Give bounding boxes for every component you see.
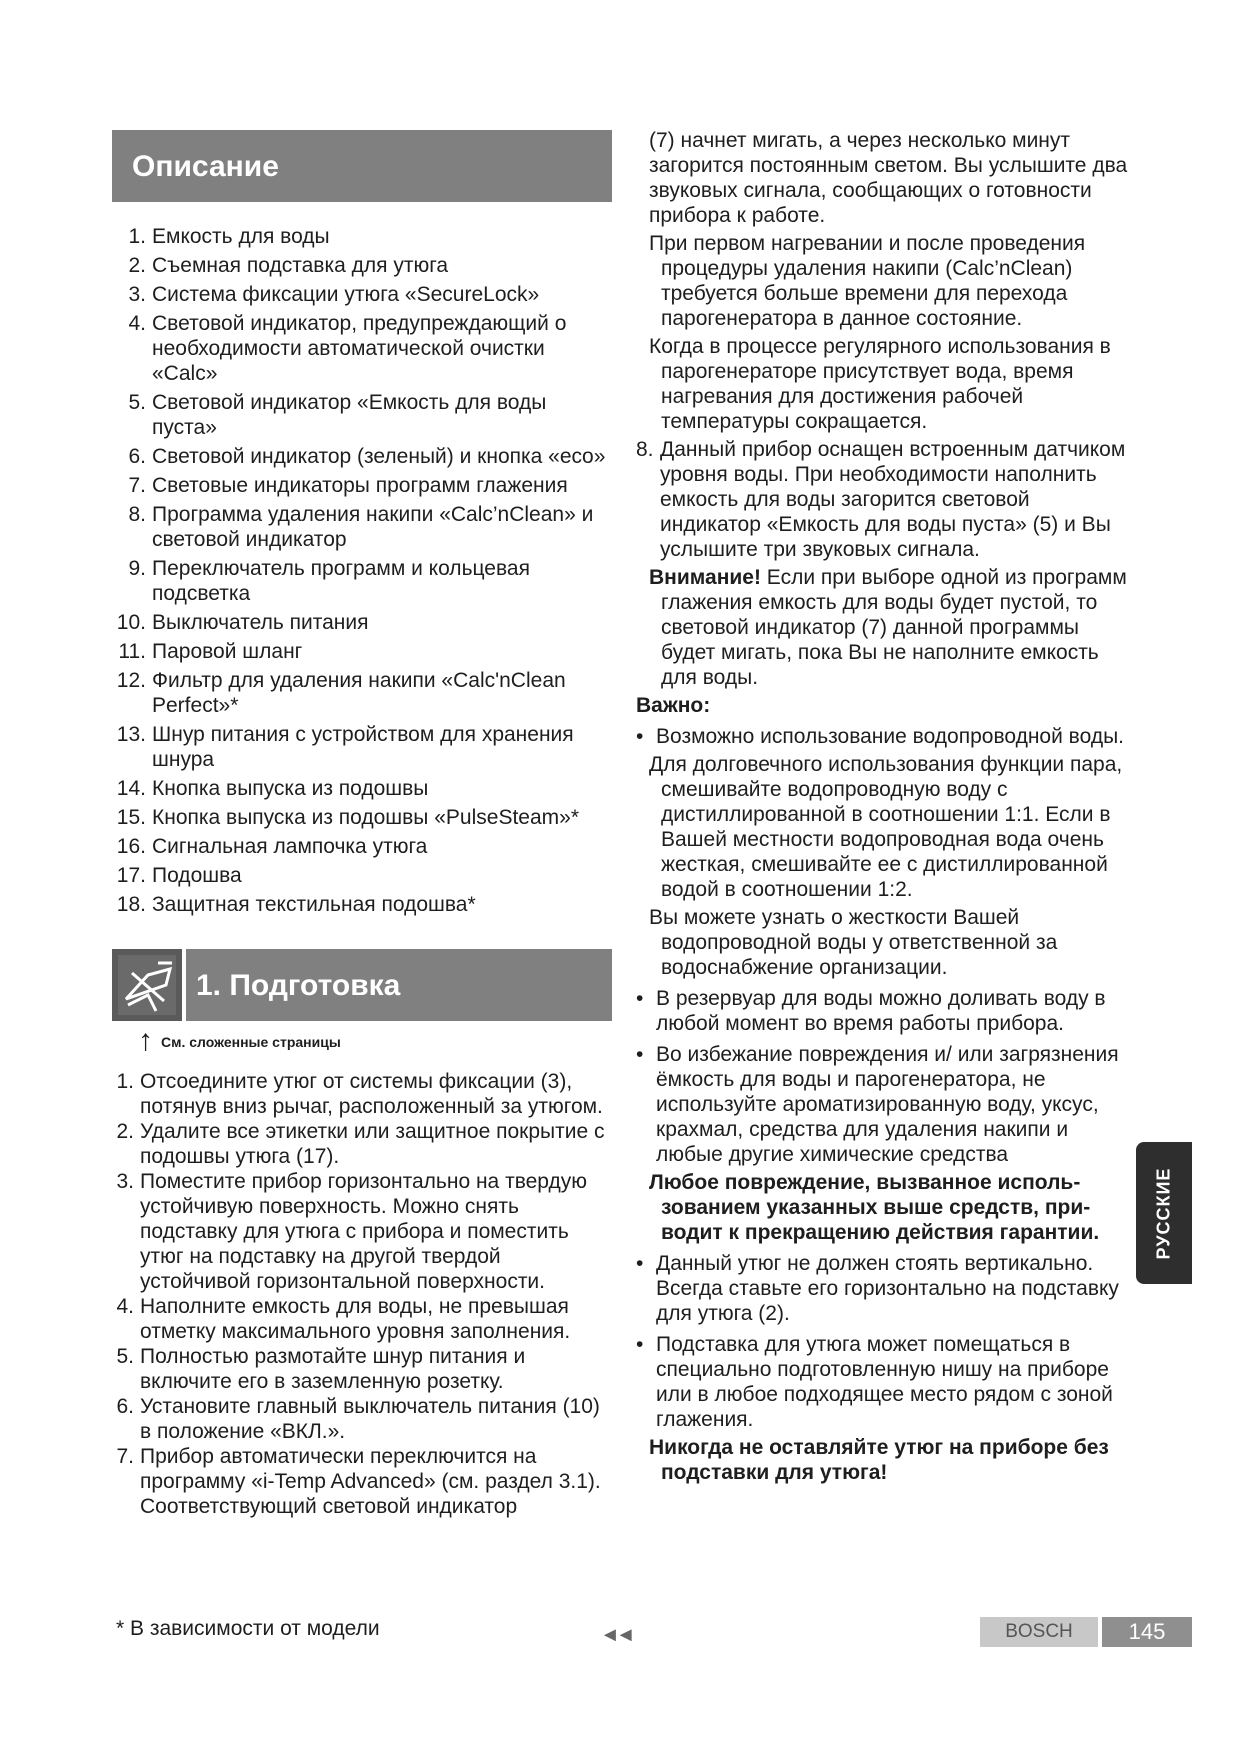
left-column xyxy=(112,130,612,1519)
page-number: 145 xyxy=(1102,1617,1192,1647)
item-text: Шнур питания с устройством для хранения шнура xyxy=(152,723,574,771)
item-number: 5. xyxy=(116,1345,134,1368)
preparation-step xyxy=(112,1394,612,1444)
item-text: Паровой шланг xyxy=(152,640,303,663)
bullet-text: Данный утюг не должен стоять вертикально. Всегда ставьте его горизонтально на подставку для утюга (2). xyxy=(656,1252,1119,1325)
item-number: 14. xyxy=(116,777,146,800)
preparation-step xyxy=(112,1119,612,1169)
iron-icon xyxy=(112,949,182,1021)
bullet-icon: • xyxy=(636,987,644,1010)
item-number: 12. xyxy=(116,669,146,692)
preparation-step xyxy=(112,1444,612,1519)
item-text: Отсоедините утюг от системы фиксации (3), потянув вниз рычаг, расположенный за утюгом. xyxy=(140,1070,603,1118)
step7-continuation xyxy=(636,128,1136,228)
item-text: Поместите прибор горизонтально на твердую устойчивую поверхность. Можно снять подставку для утюга с прибора и поместить утюг на подставку на другой твердой устойчивой горизонтальной поверхности. xyxy=(140,1170,587,1293)
brand-label: BOSCH xyxy=(980,1617,1098,1647)
never-leave-warning: Никогда не оставляйте утюг на приборе без подставки для утюга! xyxy=(649,1436,1109,1484)
item-text: Полностью размотайте шнур питания и включите его в заземленную розетку. xyxy=(140,1345,526,1393)
mix-water-paragraph: Для долговечного использования функции пара, смешивайте водопроводную воду с дистиллированной в соотношении 1:1. Если в Вашей местности водопроводная вода очень жесткая, смешивайте ее с дистиллированной водой в соотношении 1:2. xyxy=(649,753,1123,901)
item-number: 3. xyxy=(116,1170,134,1193)
bullet-refill xyxy=(636,986,1136,1036)
item-text: Защитная текстильная подошва* xyxy=(152,893,476,916)
description-title: Описание xyxy=(132,149,279,183)
bullet-icon: • xyxy=(636,1252,644,1275)
item-number: 4. xyxy=(116,1295,134,1318)
footnote: * В зависимости от модели xyxy=(116,1617,380,1640)
item-text: Емкость для воды xyxy=(152,225,330,248)
step8 xyxy=(636,437,1136,562)
item-text: Система фиксации утюга «SecureLock» xyxy=(152,283,540,306)
item-number: 10. xyxy=(116,611,146,634)
item-number: 15. xyxy=(116,806,146,829)
item-text: Световой индикатор, предупреждающий о необходимости автоматической очистки «Calc» xyxy=(152,312,567,385)
language-tab xyxy=(1136,1142,1192,1284)
description-item xyxy=(112,776,612,801)
item-text: Кнопка выпуска из подошвы «PulseSteam»* xyxy=(152,806,579,829)
description-item xyxy=(112,805,612,830)
item-text: Световой индикатор «Емкость для воды пуста» xyxy=(152,391,547,439)
folded-pages-note xyxy=(138,1024,612,1057)
description-item xyxy=(112,253,612,278)
item-number: 6. xyxy=(116,1395,134,1418)
item-number: 2. xyxy=(116,1120,134,1143)
item-text: Фильтр для удаления накипи «Calc'nClean Perfect»* xyxy=(152,669,566,717)
description-item xyxy=(112,668,612,718)
item-number: 4. xyxy=(128,312,146,335)
item-text: Световые индикаторы программ глажения xyxy=(152,474,568,497)
description-item xyxy=(112,610,612,635)
preparation-step xyxy=(112,1344,612,1394)
description-header xyxy=(112,130,612,202)
item-text: Подошва xyxy=(152,864,242,887)
item-number: 1. xyxy=(116,1070,134,1093)
item-number: 18. xyxy=(116,893,146,916)
description-item xyxy=(112,863,612,888)
bullet-chemicals xyxy=(636,1042,1136,1167)
back-arrows-icon: ◄◄ xyxy=(600,1624,632,1646)
important-label: Важно: xyxy=(636,694,711,717)
item-text: Установите главный выключатель питания (10) в положение «ВКЛ.». xyxy=(140,1395,600,1443)
step8-number: 8. xyxy=(636,438,654,461)
description-item xyxy=(112,722,612,772)
description-item xyxy=(112,502,612,552)
bullet-text: Возможно использование водопроводной воды. xyxy=(656,725,1124,748)
item-number: 6. xyxy=(128,445,146,468)
preparation-title: 1. Подготовка xyxy=(186,949,612,1021)
warranty-warning: Любое повреждение, вызванное использованием указанных выше средств, приводит к прекращению действия гарантии. xyxy=(649,1171,1100,1244)
item-number: 5. xyxy=(128,391,146,414)
preparation-steps xyxy=(112,1069,612,1519)
bullet-tap-water xyxy=(636,724,1136,749)
description-item xyxy=(112,311,612,386)
right-column xyxy=(636,128,1136,1485)
attention-label: Внимание! xyxy=(649,566,761,589)
item-number: 7. xyxy=(116,1445,134,1468)
item-text: Удалите все этикетки или защитное покрытие с подошвы утюга (17). xyxy=(140,1120,605,1168)
item-text: Сигнальная лампочка утюга xyxy=(152,835,428,858)
item-number: 8. xyxy=(128,503,146,526)
first-heat-paragraph: При первом нагревании и после проведения процедуры удаления накипи (Calc’nClean) требуется больше времени для перехода парогенератора в данное состояние. xyxy=(649,232,1086,330)
item-number: 16. xyxy=(116,835,146,858)
bullet-icon: • xyxy=(636,1043,644,1066)
step8-text: Данный прибор оснащен встроенным датчиком уровня воды. При необходимости наполнить емкость для воды загорится световой индикатор «Емкость для воды пуста» (5) и Вы услышите три звуковых сигнала. xyxy=(660,438,1126,561)
description-list xyxy=(112,224,612,917)
item-text: Программа удаления накипи «Calc’nClean» и световой индикатор xyxy=(152,503,594,551)
regular-use-paragraph: Когда в процессе регулярного использования в парогенераторе присутствует вода, время нагревания для достижения рабочей температуры сокращается. xyxy=(649,335,1111,433)
preparation-step xyxy=(112,1069,612,1119)
item-number: 3. xyxy=(128,283,146,306)
item-number: 1. xyxy=(128,225,146,248)
item-text: Наполните емкость для воды, не превышая отметку максимального уровня заполнения. xyxy=(140,1295,571,1343)
bullet-text: В резервуар для воды можно доливать воду в любой момент во время работы прибора. xyxy=(656,987,1106,1035)
bullet-horizontal xyxy=(636,1251,1136,1326)
language-label: РУССКИЕ xyxy=(1153,1167,1174,1259)
item-text: Выключатель питания xyxy=(152,611,369,634)
description-item xyxy=(112,639,612,664)
bullet-text: Подставка для утюга может помещаться в специально подготовленную нишу на приборе или в любое подходящее место рядом с зоной глажения. xyxy=(656,1333,1113,1431)
bullet-icon: • xyxy=(636,1333,644,1356)
item-text: Световой индикатор (зеленый) и кнопка «eco» xyxy=(152,445,606,468)
preparation-step xyxy=(112,1169,612,1294)
preparation-header xyxy=(112,949,612,1021)
item-number: 9. xyxy=(128,557,146,580)
step7-text: (7) начнет мигать, а через несколько минут загорится постоянным светом. Вы услышите два звуковых сигнала, сообщающих о готовности прибора к работе. xyxy=(649,129,1128,227)
bullet-text: Во избежание повреждения и/ или загрязнения ёмкость для воды и парогенератора, не используйте ароматизированную воду, уксус, крахмал, средства для удаления накипи и любые другие химические средства xyxy=(656,1043,1119,1166)
item-number: 13. xyxy=(116,723,146,746)
item-number: 7. xyxy=(128,474,146,497)
attention-paragraph xyxy=(649,565,1136,690)
description-item xyxy=(112,282,612,307)
preparation-step xyxy=(112,1294,612,1344)
item-text: Кнопка выпуска из подошвы xyxy=(152,777,429,800)
note-text: См. сложенные страницы xyxy=(161,1034,341,1050)
item-number: 17. xyxy=(116,864,146,887)
description-item xyxy=(112,892,612,917)
description-item xyxy=(112,834,612,859)
attention-text: Если при выборе одной из программ глажения емкость для воды будет пустой, то световой индикатор (7) данной программы будет мигать, пока Вы не наполните емкость для воды. xyxy=(661,566,1127,689)
arrow-up-icon: ↑ xyxy=(138,1024,153,1057)
item-text: Переключатель программ и кольцевая подсветка xyxy=(152,557,530,605)
item-number: 2. xyxy=(128,254,146,277)
item-number: 11. xyxy=(118,640,146,663)
description-item xyxy=(112,444,612,469)
hardness-paragraph: Вы можете узнать о жесткости Вашей водопроводной воды у ответственной за водоснабжение организации. xyxy=(649,906,1058,979)
description-item xyxy=(112,556,612,606)
bullet-icon: • xyxy=(636,725,644,748)
description-item xyxy=(112,390,612,440)
item-text: Съемная подставка для утюга xyxy=(152,254,449,277)
description-item xyxy=(112,473,612,498)
item-text: Прибор автоматически переключится на программу «i-Temp Advanced» (см. раздел 3.1). Соответствующий световой индикатор xyxy=(140,1445,601,1518)
bullet-stand-niche xyxy=(636,1332,1136,1432)
description-item xyxy=(112,224,612,249)
